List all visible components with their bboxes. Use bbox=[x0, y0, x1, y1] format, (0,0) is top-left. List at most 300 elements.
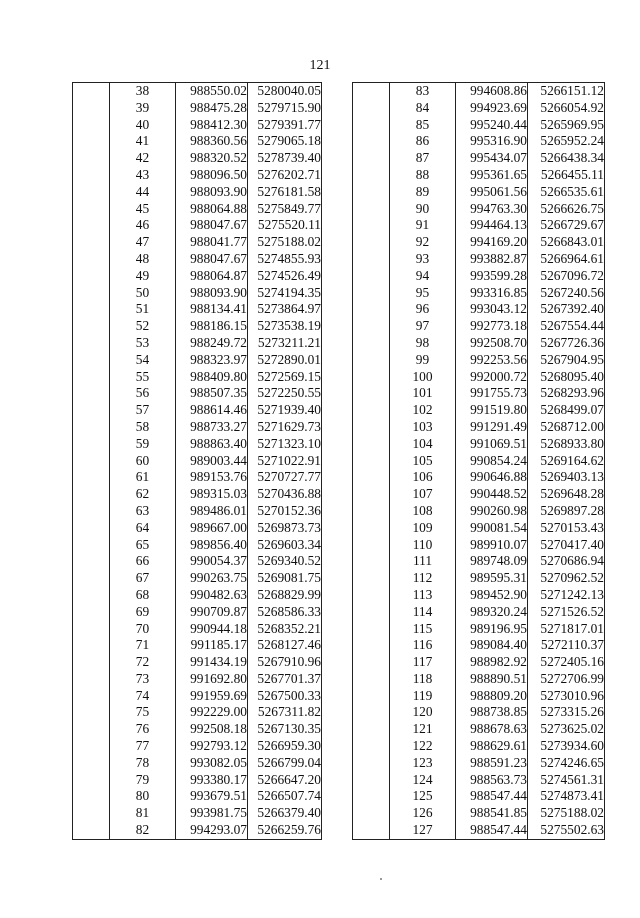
empty-cell bbox=[73, 268, 110, 285]
point-number-cell: 102 bbox=[412, 402, 433, 418]
y-coordinate-cell: 5266151.12 bbox=[528, 83, 605, 100]
y-coordinate-cell: 5269897.28 bbox=[528, 503, 605, 520]
y-coordinate-cell: 5271323.10 bbox=[248, 436, 322, 453]
empty-cell bbox=[353, 385, 390, 402]
point-number-cell: 63 bbox=[135, 502, 150, 518]
point-number-cell: 62 bbox=[135, 486, 150, 502]
point-number-cell: 78 bbox=[135, 754, 150, 770]
x-coordinate-cell: 988733.27 bbox=[176, 419, 248, 436]
table-row bbox=[73, 352, 322, 369]
table-row bbox=[73, 369, 322, 386]
y-coordinate-cell: 5267554.44 bbox=[528, 318, 605, 335]
point-number-cell: 73 bbox=[135, 670, 150, 686]
y-coordinate-cell: 5266729.67 bbox=[528, 217, 605, 234]
x-coordinate-cell: 988809.20 bbox=[456, 688, 528, 705]
table-row bbox=[353, 671, 605, 688]
table-row bbox=[73, 100, 322, 117]
x-coordinate-cell: 990709.87 bbox=[176, 604, 248, 621]
y-coordinate-cell: 5274526.49 bbox=[248, 268, 322, 285]
point-number-cell: 123 bbox=[412, 754, 433, 770]
table-row bbox=[73, 570, 322, 587]
table-row bbox=[73, 385, 322, 402]
x-coordinate-cell: 988678.63 bbox=[456, 721, 528, 738]
x-coordinate-cell: 988614.46 bbox=[176, 402, 248, 419]
point-number-cell: 124 bbox=[412, 771, 433, 787]
x-coordinate-cell: 988475.28 bbox=[176, 100, 248, 117]
point-number-cell: 66 bbox=[135, 553, 150, 569]
point-number-cell: 84 bbox=[415, 99, 430, 115]
x-coordinate-cell: 994169.20 bbox=[456, 234, 528, 251]
table-row bbox=[353, 822, 605, 839]
y-coordinate-cell: 5266535.61 bbox=[528, 184, 605, 201]
y-coordinate-cell: 5265969.95 bbox=[528, 117, 605, 134]
point-number-cell: 113 bbox=[412, 586, 433, 602]
y-coordinate-cell: 5268499.07 bbox=[528, 402, 605, 419]
table-row bbox=[73, 184, 322, 201]
empty-cell bbox=[73, 419, 110, 436]
x-coordinate-cell: 995316.90 bbox=[456, 133, 528, 150]
empty-cell bbox=[353, 234, 390, 251]
y-coordinate-cell: 5273010.96 bbox=[528, 688, 605, 705]
y-coordinate-cell: 5267392.40 bbox=[528, 301, 605, 318]
x-coordinate-cell: 989748.09 bbox=[456, 553, 528, 570]
y-coordinate-cell: 5266455.11 bbox=[528, 167, 605, 184]
x-coordinate-cell: 988047.67 bbox=[176, 217, 248, 234]
point-number-cell: 41 bbox=[135, 133, 150, 149]
table-row bbox=[73, 469, 322, 486]
x-coordinate-cell: 988323.97 bbox=[176, 352, 248, 369]
x-coordinate-cell: 989320.24 bbox=[456, 604, 528, 621]
empty-cell bbox=[353, 704, 390, 721]
empty-cell bbox=[73, 436, 110, 453]
empty-cell bbox=[73, 654, 110, 671]
y-coordinate-cell: 5280040.05 bbox=[248, 83, 322, 100]
y-coordinate-cell: 5269081.75 bbox=[248, 570, 322, 587]
table-row bbox=[353, 486, 605, 503]
point-number-cell: 74 bbox=[135, 687, 150, 703]
x-coordinate-cell: 988093.90 bbox=[176, 285, 248, 302]
table-row bbox=[353, 604, 605, 621]
y-coordinate-cell: 5270417.40 bbox=[528, 537, 605, 554]
empty-cell bbox=[73, 100, 110, 117]
x-coordinate-cell: 989856.40 bbox=[176, 537, 248, 554]
point-number-cell: 49 bbox=[135, 267, 150, 283]
empty-cell bbox=[353, 117, 390, 134]
x-coordinate-cell: 989452.90 bbox=[456, 587, 528, 604]
empty-cell bbox=[73, 234, 110, 251]
table-row bbox=[353, 133, 605, 150]
table-row bbox=[73, 268, 322, 285]
y-coordinate-cell: 5266647.20 bbox=[248, 772, 322, 789]
empty-cell bbox=[353, 335, 390, 352]
table-row bbox=[353, 352, 605, 369]
y-coordinate-cell: 5270152.36 bbox=[248, 503, 322, 520]
point-number-cell: 111 bbox=[412, 553, 433, 569]
x-coordinate-cell: 995361.65 bbox=[456, 167, 528, 184]
table-row bbox=[353, 721, 605, 738]
empty-cell bbox=[73, 285, 110, 302]
table-row bbox=[73, 822, 322, 839]
x-coordinate-cell: 988591.23 bbox=[456, 755, 528, 772]
y-coordinate-cell: 5267500.33 bbox=[248, 688, 322, 705]
point-number-cell: 68 bbox=[135, 586, 150, 602]
x-coordinate-cell: 989315.03 bbox=[176, 486, 248, 503]
y-coordinate-cell: 5274194.35 bbox=[248, 285, 322, 302]
y-coordinate-cell: 5266964.61 bbox=[528, 251, 605, 268]
empty-cell bbox=[353, 721, 390, 738]
y-coordinate-cell: 5270436.88 bbox=[248, 486, 322, 503]
y-coordinate-cell: 5272706.99 bbox=[528, 671, 605, 688]
point-number-cell: 104 bbox=[412, 435, 433, 451]
x-coordinate-cell: 991959.69 bbox=[176, 688, 248, 705]
x-coordinate-cell: 990263.75 bbox=[176, 570, 248, 587]
x-coordinate-cell: 990260.98 bbox=[456, 503, 528, 520]
point-number-cell: 92 bbox=[415, 234, 430, 250]
x-coordinate-cell: 993082.05 bbox=[176, 755, 248, 772]
y-coordinate-cell: 5270727.77 bbox=[248, 469, 322, 486]
empty-cell bbox=[353, 654, 390, 671]
x-coordinate-cell: 994464.13 bbox=[456, 217, 528, 234]
empty-cell bbox=[353, 772, 390, 789]
x-coordinate-cell: 988863.40 bbox=[176, 436, 248, 453]
table-row bbox=[353, 805, 605, 822]
table-row bbox=[353, 755, 605, 772]
point-number-cell: 100 bbox=[412, 368, 433, 384]
x-coordinate-cell: 990054.37 bbox=[176, 553, 248, 570]
coordinate-table-left-body bbox=[73, 83, 322, 840]
x-coordinate-cell: 993380.17 bbox=[176, 772, 248, 789]
empty-cell bbox=[73, 486, 110, 503]
y-coordinate-cell: 5267910.96 bbox=[248, 654, 322, 671]
point-number-cell: 60 bbox=[135, 452, 150, 468]
table-row bbox=[353, 587, 605, 604]
point-number-cell: 54 bbox=[135, 351, 150, 367]
point-number-cell: 39 bbox=[135, 99, 150, 115]
empty-cell bbox=[353, 520, 390, 537]
x-coordinate-cell: 988629.61 bbox=[456, 738, 528, 755]
table-row bbox=[353, 402, 605, 419]
table-row bbox=[73, 604, 322, 621]
point-number-cell: 89 bbox=[415, 183, 430, 199]
x-coordinate-cell: 994763.30 bbox=[456, 201, 528, 218]
empty-cell bbox=[353, 688, 390, 705]
empty-cell bbox=[73, 604, 110, 621]
table-row bbox=[73, 83, 322, 100]
empty-cell bbox=[353, 419, 390, 436]
point-number-cell: 101 bbox=[412, 385, 433, 401]
y-coordinate-cell: 5267726.36 bbox=[528, 335, 605, 352]
y-coordinate-cell: 5272890.01 bbox=[248, 352, 322, 369]
x-coordinate-cell: 990081.54 bbox=[456, 520, 528, 537]
empty-cell bbox=[353, 537, 390, 554]
x-coordinate-cell: 988541.85 bbox=[456, 805, 528, 822]
point-number-cell: 116 bbox=[412, 637, 433, 653]
empty-cell bbox=[73, 352, 110, 369]
y-coordinate-cell: 5272569.15 bbox=[248, 369, 322, 386]
y-coordinate-cell: 5267311.82 bbox=[248, 704, 322, 721]
table-row bbox=[73, 503, 322, 520]
table-row bbox=[353, 704, 605, 721]
y-coordinate-cell: 5274561.31 bbox=[528, 772, 605, 789]
point-number-cell: 90 bbox=[415, 200, 430, 216]
y-coordinate-cell: 5267240.56 bbox=[528, 285, 605, 302]
empty-cell bbox=[73, 721, 110, 738]
point-number-cell: 121 bbox=[412, 721, 433, 737]
point-number-cell: 43 bbox=[135, 166, 150, 182]
empty-cell bbox=[353, 201, 390, 218]
point-number-cell: 57 bbox=[135, 402, 150, 418]
y-coordinate-cell: 5266626.75 bbox=[528, 201, 605, 218]
empty-cell bbox=[73, 688, 110, 705]
empty-cell bbox=[353, 285, 390, 302]
y-coordinate-cell: 5268586.33 bbox=[248, 604, 322, 621]
x-coordinate-cell: 994293.07 bbox=[176, 822, 248, 839]
table-row bbox=[73, 755, 322, 772]
table-row bbox=[353, 570, 605, 587]
point-number-cell: 115 bbox=[412, 620, 433, 636]
point-number-cell: 85 bbox=[415, 116, 430, 132]
point-number-cell: 55 bbox=[135, 368, 150, 384]
x-coordinate-cell: 989486.01 bbox=[176, 503, 248, 520]
x-coordinate-cell: 990646.88 bbox=[456, 469, 528, 486]
table-row bbox=[73, 453, 322, 470]
empty-cell bbox=[73, 117, 110, 134]
empty-cell bbox=[353, 369, 390, 386]
x-coordinate-cell: 992229.00 bbox=[176, 704, 248, 721]
table-row bbox=[73, 234, 322, 251]
x-coordinate-cell: 995434.07 bbox=[456, 150, 528, 167]
point-number-cell: 45 bbox=[135, 200, 150, 216]
point-number-cell: 46 bbox=[135, 217, 150, 233]
x-coordinate-cell: 990482.63 bbox=[176, 587, 248, 604]
table-row bbox=[353, 369, 605, 386]
empty-cell bbox=[73, 570, 110, 587]
point-number-cell: 82 bbox=[110, 822, 176, 839]
point-number-cell: 83 bbox=[390, 83, 456, 100]
point-number-cell: 125 bbox=[412, 788, 433, 804]
table-row bbox=[73, 805, 322, 822]
point-number-cell: 98 bbox=[415, 334, 430, 350]
point-number-cell: 126 bbox=[412, 805, 433, 821]
table-row bbox=[353, 268, 605, 285]
y-coordinate-cell: 5271629.73 bbox=[248, 419, 322, 436]
y-coordinate-cell: 5278739.40 bbox=[248, 150, 322, 167]
page-number: 121 bbox=[309, 58, 331, 73]
y-coordinate-cell: 5266799.04 bbox=[248, 755, 322, 772]
y-coordinate-cell: 5271817.01 bbox=[528, 621, 605, 638]
table-row bbox=[353, 469, 605, 486]
table-row bbox=[73, 201, 322, 218]
empty-cell bbox=[353, 83, 390, 100]
table-row bbox=[353, 503, 605, 520]
empty-cell bbox=[73, 469, 110, 486]
empty-cell bbox=[73, 520, 110, 537]
scan-speck bbox=[380, 878, 382, 880]
y-coordinate-cell: 5279391.77 bbox=[248, 117, 322, 134]
empty-cell bbox=[353, 318, 390, 335]
x-coordinate-cell: 988047.67 bbox=[176, 251, 248, 268]
y-coordinate-cell: 5267096.72 bbox=[528, 268, 605, 285]
empty-cell bbox=[73, 251, 110, 268]
y-coordinate-cell: 5270153.43 bbox=[528, 520, 605, 537]
empty-cell bbox=[73, 772, 110, 789]
empty-cell bbox=[73, 83, 110, 100]
empty-cell bbox=[353, 217, 390, 234]
x-coordinate-cell: 988360.56 bbox=[176, 133, 248, 150]
table-row bbox=[353, 335, 605, 352]
table-row bbox=[73, 301, 322, 318]
empty-cell bbox=[353, 184, 390, 201]
table-row bbox=[73, 150, 322, 167]
point-number-cell: 65 bbox=[135, 536, 150, 552]
y-coordinate-cell: 5275520.11 bbox=[248, 217, 322, 234]
point-number-cell: 120 bbox=[412, 704, 433, 720]
empty-cell bbox=[73, 402, 110, 419]
y-coordinate-cell: 5266438.34 bbox=[528, 150, 605, 167]
point-number-cell: 70 bbox=[135, 620, 150, 636]
x-coordinate-cell: 991755.73 bbox=[456, 385, 528, 402]
point-number-cell: 71 bbox=[135, 637, 150, 653]
y-coordinate-cell: 5266843.01 bbox=[528, 234, 605, 251]
y-coordinate-cell: 5276202.71 bbox=[248, 167, 322, 184]
y-coordinate-cell: 5269164.62 bbox=[528, 453, 605, 470]
empty-cell bbox=[73, 335, 110, 352]
table-row bbox=[73, 704, 322, 721]
empty-cell bbox=[73, 453, 110, 470]
point-number-cell: 110 bbox=[412, 536, 433, 552]
y-coordinate-cell: 5267701.37 bbox=[248, 671, 322, 688]
table-row bbox=[353, 621, 605, 638]
x-coordinate-cell: 988550.02 bbox=[176, 83, 248, 100]
x-coordinate-cell: 988320.52 bbox=[176, 150, 248, 167]
table-row bbox=[73, 318, 322, 335]
empty-cell bbox=[353, 570, 390, 587]
x-coordinate-cell: 993981.75 bbox=[176, 805, 248, 822]
empty-cell bbox=[73, 503, 110, 520]
point-number-cell: 48 bbox=[135, 250, 150, 266]
x-coordinate-cell: 993882.87 bbox=[456, 251, 528, 268]
y-coordinate-cell: 5267130.35 bbox=[248, 721, 322, 738]
table-row bbox=[73, 335, 322, 352]
point-number-cell: 47 bbox=[135, 234, 150, 250]
x-coordinate-cell: 991692.80 bbox=[176, 671, 248, 688]
y-coordinate-cell: 5275502.63 bbox=[528, 822, 605, 839]
point-number-cell: 112 bbox=[412, 570, 433, 586]
y-coordinate-cell: 5273864.97 bbox=[248, 301, 322, 318]
y-coordinate-cell: 5266054.92 bbox=[528, 100, 605, 117]
y-coordinate-cell: 5274873.41 bbox=[528, 788, 605, 805]
empty-cell bbox=[353, 805, 390, 822]
point-number-cell: 56 bbox=[135, 385, 150, 401]
y-coordinate-cell: 5269603.34 bbox=[248, 537, 322, 554]
point-number-cell: 67 bbox=[135, 570, 150, 586]
point-number-cell: 114 bbox=[412, 603, 433, 619]
x-coordinate-cell: 990944.18 bbox=[176, 621, 248, 638]
point-number-cell: 40 bbox=[135, 116, 150, 132]
point-number-cell: 44 bbox=[135, 183, 150, 199]
empty-cell bbox=[353, 352, 390, 369]
table-row bbox=[353, 150, 605, 167]
empty-cell bbox=[73, 822, 110, 839]
empty-cell bbox=[73, 217, 110, 234]
point-number-cell: 53 bbox=[135, 334, 150, 350]
x-coordinate-cell: 989667.00 bbox=[176, 520, 248, 537]
table-row bbox=[73, 486, 322, 503]
empty-cell bbox=[73, 621, 110, 638]
table-row bbox=[353, 654, 605, 671]
point-number-cell: 50 bbox=[135, 284, 150, 300]
point-number-cell: 61 bbox=[135, 469, 150, 485]
point-number-cell: 59 bbox=[135, 435, 150, 451]
point-number-cell: 95 bbox=[415, 284, 430, 300]
point-number-cell: 77 bbox=[135, 738, 150, 754]
x-coordinate-cell: 992000.72 bbox=[456, 369, 528, 386]
y-coordinate-cell: 5272250.55 bbox=[248, 385, 322, 402]
y-coordinate-cell: 5268712.00 bbox=[528, 419, 605, 436]
y-coordinate-cell: 5268127.46 bbox=[248, 637, 322, 654]
empty-cell bbox=[73, 755, 110, 772]
y-coordinate-cell: 5268293.96 bbox=[528, 385, 605, 402]
x-coordinate-cell: 988064.88 bbox=[176, 201, 248, 218]
y-coordinate-cell: 5268352.21 bbox=[248, 621, 322, 638]
empty-cell bbox=[353, 755, 390, 772]
y-coordinate-cell: 5271242.13 bbox=[528, 587, 605, 604]
x-coordinate-cell: 993599.28 bbox=[456, 268, 528, 285]
table-row bbox=[353, 83, 605, 100]
empty-cell bbox=[73, 385, 110, 402]
empty-cell bbox=[353, 553, 390, 570]
empty-cell bbox=[73, 184, 110, 201]
empty-cell bbox=[353, 621, 390, 638]
table-row bbox=[353, 520, 605, 537]
table-row bbox=[73, 671, 322, 688]
empty-cell bbox=[353, 301, 390, 318]
empty-cell bbox=[353, 251, 390, 268]
point-number-cell: 122 bbox=[412, 738, 433, 754]
x-coordinate-cell: 990854.24 bbox=[456, 453, 528, 470]
x-coordinate-cell: 988409.80 bbox=[176, 369, 248, 386]
y-coordinate-cell: 5272110.37 bbox=[528, 637, 605, 654]
table-row bbox=[73, 217, 322, 234]
y-coordinate-cell: 5276181.58 bbox=[248, 184, 322, 201]
x-coordinate-cell: 988507.35 bbox=[176, 385, 248, 402]
empty-cell bbox=[353, 167, 390, 184]
empty-cell bbox=[73, 553, 110, 570]
table-row bbox=[73, 621, 322, 638]
point-number-cell: 109 bbox=[412, 519, 433, 535]
table-row bbox=[353, 117, 605, 134]
y-coordinate-cell: 5266259.76 bbox=[248, 822, 322, 839]
point-number-cell: 103 bbox=[412, 418, 433, 434]
empty-cell bbox=[353, 402, 390, 419]
table-row bbox=[353, 285, 605, 302]
y-coordinate-cell: 5273211.21 bbox=[248, 335, 322, 352]
point-number-cell: 127 bbox=[390, 822, 456, 839]
y-coordinate-cell: 5269340.52 bbox=[248, 553, 322, 570]
x-coordinate-cell: 993043.12 bbox=[456, 301, 528, 318]
x-coordinate-cell: 988096.50 bbox=[176, 167, 248, 184]
x-coordinate-cell: 989910.07 bbox=[456, 537, 528, 554]
x-coordinate-cell: 994923.69 bbox=[456, 100, 528, 117]
point-number-cell: 94 bbox=[415, 267, 430, 283]
table-row bbox=[73, 133, 322, 150]
empty-cell bbox=[73, 788, 110, 805]
table-row bbox=[73, 654, 322, 671]
x-coordinate-cell: 995240.44 bbox=[456, 117, 528, 134]
empty-cell bbox=[73, 369, 110, 386]
table-row bbox=[353, 100, 605, 117]
table-row bbox=[353, 184, 605, 201]
